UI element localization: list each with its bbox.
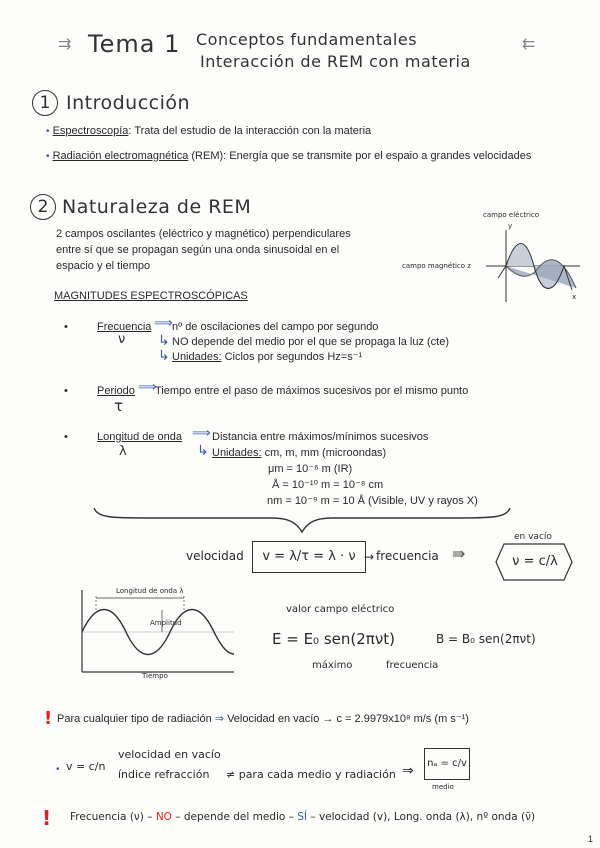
- velocidad-formula-box: [252, 541, 366, 573]
- velocidad-vacio-label: velocidad en vacío: [118, 748, 221, 761]
- note2-si: SÍ: [297, 811, 308, 823]
- arrow-icon: ⇒: [402, 763, 414, 779]
- n-formula-box: [424, 748, 470, 780]
- note2-freq: Frecuencia (ν) –: [70, 811, 153, 823]
- en-vacio-label: en vacío: [514, 532, 552, 542]
- frecuencia-line2: NO depende del medio por el que se propaga la luz (cte): [172, 336, 450, 348]
- warning-icon: !: [44, 708, 53, 729]
- brace-icon: ↳: [158, 348, 170, 364]
- symbol-lambda: λ: [119, 444, 127, 459]
- maximo-label: máximo: [312, 660, 353, 671]
- frecuencia-campo-label: frecuencia: [386, 660, 439, 671]
- section2-title: Naturaleza de REM: [62, 196, 252, 218]
- term-periodo: Periodo: [97, 385, 135, 397]
- intro-line: entre sí que se propagan según una onda sinusoidal en el: [56, 244, 340, 256]
- diagram-campo-magnetico: campo magnético z: [402, 262, 471, 270]
- v-c-n-formula: v = c/n: [66, 760, 106, 773]
- term-frecuencia: Frecuencia: [97, 321, 152, 333]
- sine-wave-graph: [78, 588, 238, 682]
- wave-tiempo-label: Tiempo: [142, 672, 168, 680]
- symbol-tau: τ: [114, 397, 124, 415]
- term-longitud: Longitud de onda: [97, 431, 183, 443]
- section1-title: Introducción: [66, 92, 191, 114]
- note2-depende: – depende del medio –: [175, 811, 294, 823]
- velocidad-formula: v = λ/τ = λ · ν: [262, 549, 356, 564]
- intro-item-2: [46, 149, 531, 164]
- term-radiacion: Radiación electromagnética: [52, 150, 189, 162]
- def-espectroscopia: : Trata del estudio de la interacción con la materia: [128, 125, 372, 137]
- conversion-angstrom: Å = 10⁻¹⁰ m = 10⁻⁸ cm: [272, 479, 384, 491]
- bullet: •: [56, 764, 60, 775]
- arrow-icon: ⇒: [214, 713, 224, 725]
- conversion-nm: nm = 10⁻⁹ m = 10 Å (Visible, UV y rayos X): [267, 495, 478, 507]
- valor-campo-label: valor campo eléctrico: [286, 604, 395, 615]
- double-arrow-icon: ⇛: [452, 544, 466, 563]
- warning-icon: !: [42, 806, 52, 830]
- longitud-line1: Distancia entre máximos/mínimos sucesivos: [212, 431, 429, 443]
- intro-line: espacio y el tiempo: [56, 260, 151, 272]
- section2-intro: [56, 226, 386, 274]
- title-line2: Interacción de REM con materia: [200, 52, 471, 71]
- title-line1: Conceptos fundamentales: [196, 30, 418, 49]
- arrow-icon: ⟹: [154, 316, 173, 331]
- unidades-label: Unidades:: [212, 447, 262, 459]
- bullet: •: [64, 321, 68, 333]
- bullet: •: [46, 126, 50, 137]
- arrow-icon: ⟹: [192, 426, 211, 441]
- term-espectroscopia: Espectroscopía: [52, 125, 129, 137]
- brace-icon: ↳: [158, 333, 170, 349]
- unidades-label: Unidades:: [172, 351, 222, 363]
- note2-rest: – velocidad (v), Long. onda (λ), nº onda (ν̄): [310, 811, 536, 823]
- frecuencia-line3: [172, 350, 362, 364]
- longitud-units: [212, 446, 386, 460]
- velocidad-label: velocidad: [186, 549, 244, 563]
- n-formula: nₐ = c/v: [427, 758, 467, 769]
- frecuencia-label: frecuencia: [376, 549, 439, 563]
- frecuencia-line1: nº de oscilaciones del campo por segundo: [172, 321, 379, 333]
- note1-text: Velocidad en vacío → c = 2.9979x10⁸ m/s (m s⁻¹): [227, 713, 469, 725]
- note1: [57, 712, 469, 726]
- bullet: •: [64, 385, 68, 397]
- neq-label: ≠ para cada medio y radiación: [226, 768, 396, 781]
- section2-number: 2: [30, 194, 56, 220]
- wave-amplitud-label: Amplitud: [150, 619, 182, 627]
- symbol-nu: ν: [118, 332, 126, 347]
- note1-prefix: Para cualquier tipo de radiación: [57, 713, 212, 725]
- periodo-text: Tiempo entre el paso de máximos sucesivos por el mismo punto: [155, 385, 469, 397]
- em-wave-diagram: [476, 226, 586, 306]
- page-number: 1: [588, 834, 594, 844]
- unidades-text: cm, m, mm (microondas): [261, 447, 387, 459]
- curly-brace: [92, 504, 512, 534]
- arrow-icon: →: [364, 550, 375, 564]
- bullet: •: [46, 151, 50, 162]
- indice-refraccion-label: índice refracción: [118, 768, 210, 781]
- arrow-icon: ⟹: [138, 380, 157, 395]
- formula-e: E = E₀ sen(2πνt): [272, 630, 395, 648]
- section1-number: 1: [32, 90, 58, 116]
- magnitudes-title: MAGNITUDES ESPECTROSCÓPICAS: [54, 290, 248, 302]
- bullet: •: [64, 431, 68, 443]
- note2: [70, 811, 535, 823]
- intro-item-1: [46, 124, 371, 139]
- medio-label: medio: [432, 783, 454, 791]
- tema-label: Tema 1: [88, 30, 181, 58]
- conversion-um: μm = 10⁻⁶ m (IR): [268, 463, 353, 475]
- formula-b: B = B₀ sen(2πνt): [436, 632, 536, 646]
- note2-no: NO: [155, 811, 172, 823]
- def-radiacion: (REM): Energía que se transmite por el espaio a grandes velocidades: [188, 150, 532, 162]
- wave-longitud-label: Longitud de onda λ: [116, 587, 184, 595]
- header-left-arrows: ⇉: [58, 34, 72, 53]
- intro-line: 2 campos oscilantes (eléctrico y magnético) perpendiculares: [56, 228, 351, 240]
- vacio-formula: ν = c/λ: [512, 554, 558, 569]
- diagram-x: x: [572, 293, 577, 301]
- diagram-y: y: [508, 222, 513, 230]
- diagram-campo-electrico: campo eléctrico: [483, 211, 540, 219]
- brace-icon: ↳: [197, 443, 209, 459]
- header-right-arrows: ⇇: [522, 34, 536, 53]
- unidades-text: Ciclos por segundos Hz=s⁻¹: [221, 351, 363, 363]
